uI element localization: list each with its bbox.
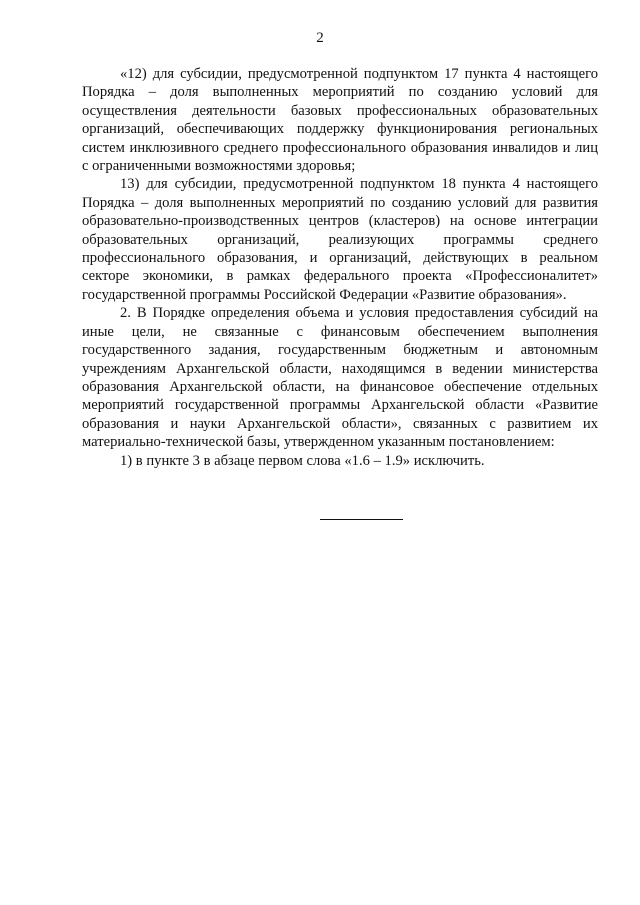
- paragraph-item-1: 1) в пункте 3 в абзаце первом слова «1.6 – 1.9» исключить.: [120, 452, 485, 469]
- page-number: 2: [316, 30, 324, 46]
- paragraph-item-12: «12) для субсидии, предусмотренной подпунктом 17 пункта 4 настоящего Порядка – доля выполненных мероприятий по созданию условий для осуществления деятельности базовых профессиональных образовательных организаций, обеспечивающих поддержку функционирования региональных систем инклюзивного среднего профессионального образования инвалидов и лиц с ограниченными возможностями здоровья;: [82, 66, 598, 175]
- document-body: [82, 65, 598, 470]
- separator-line: [320, 519, 403, 520]
- paragraph-item-13: 13) для субсидии, предусмотренной подпунктом 18 пункта 4 настоящего Порядка – доля выполненных мероприятий по созданию условий для развития образовательно-производственных центров (кластеров) на основе интеграции образовательных организаций, реализующих программы среднего профессионального образования, и организаций, действующих в реальном секторе экономики, в рамках федерального проекта «Профессионалитет» государственной программы Российской Федерации «Развитие образования».: [82, 176, 598, 303]
- paragraph-section-2: 2. В Порядке определения объема и условия предоставления субсидий на иные цели, не связанные с финансовым обеспечением выполнения государственного задания, государственным бюджетным и автономным учреждениям Архангельской области, находящимся в ведении министерства образования Архангельской области, на финансовое обеспечение отдельных мероприятий государственной программы Архангельской области «Развитие образования и науки Архангельской области», связанных с развитием их материально-технической базы, утвержденном указанным постановлением:: [82, 305, 598, 451]
